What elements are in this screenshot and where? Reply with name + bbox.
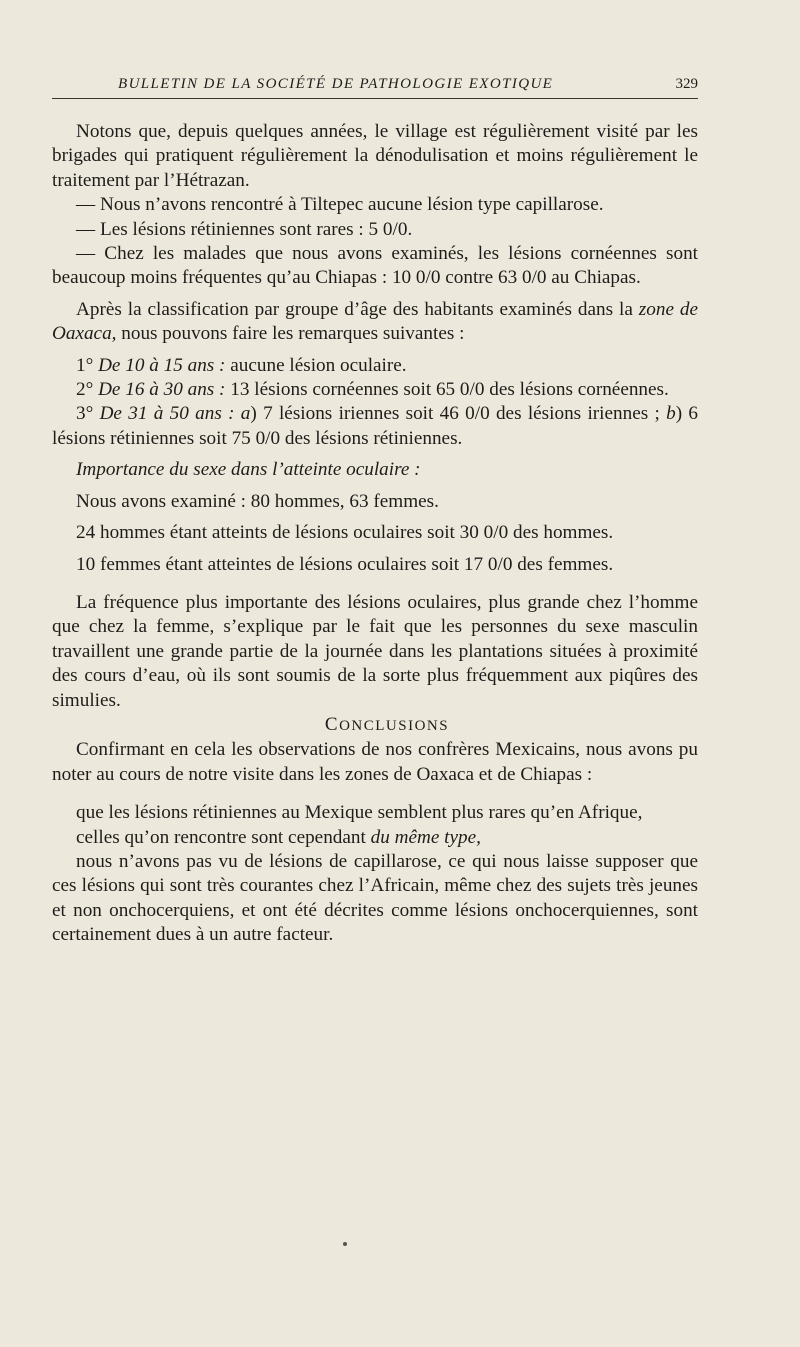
emphasis: De 10 à 15 ans : — [98, 354, 226, 376]
list-item — [52, 378, 698, 402]
emphasis: a — [240, 403, 251, 425]
paragraph: La fréquence plus importante des lésions oculaires, plus grande chez l’homme que chez la femme, s’explique par le fait que les personnes du sexe masculin travaillent une grande partie de la journée dans les plantations situées à proximité des cours d’eau, où ils sont soumis de la sorte plus fréquemment aux piqûres des simulies. — [52, 591, 698, 711]
paragraph: 24 hommes étant atteints de lésions oculaires soit 30 0/0 des hommes. — [76, 522, 614, 544]
subheading — [52, 458, 698, 482]
emphasis: b — [666, 403, 676, 425]
text-span: nous pouvons faire les remarques suivantes : — [116, 323, 465, 345]
text-span: celles qu’on rencontre sont cependant — [76, 826, 371, 848]
heading-initial: C — [324, 713, 340, 735]
emphasis: De 16 à 30 ans : — [98, 379, 226, 401]
list-item — [52, 402, 698, 451]
running-title: BULLETIN DE LA SOCIÉTÉ DE PATHOLOGIE EXOTIQUE — [118, 76, 554, 92]
paragraph: 10 femmes étant atteintes de lésions oculaires soit 17 0/0 des femmes. — [76, 553, 614, 575]
text-span: ) 6 lésions rétiniennes soit 75 0/0 des lésions rétiniennes. — [52, 403, 699, 449]
list-item — [52, 354, 698, 378]
paragraph — [52, 826, 698, 850]
emphasis: du même type, — [370, 826, 481, 848]
page-number: 329 — [675, 76, 698, 92]
paragraph: — Chez les malades que nous avons examinés, les lésions cornéennes sont beaucoup moins fréquentes qu’au Chiapas : 10 0/0 contre 63 0/0 au Chiapas. — [52, 243, 698, 289]
section-heading — [52, 713, 698, 738]
paragraph: — Les lésions rétiniennes sont rares : 5 0/0. — [76, 218, 413, 240]
paragraph: Notons que, depuis quelques années, le village est régulièrement visité par les brigades qui pratiquent régulièrement la dénodulisation et moins régulièrement le traitement par l’Hétrazan. — [52, 121, 698, 191]
paragraph: — Nous n’avons rencontré à Tiltepec aucune lésion type capillarose. — [76, 194, 604, 216]
text-span: Après la classification par groupe d’âge des habitants examinés dans la — [76, 298, 639, 320]
text-span: 13 lésions cornéennes soit 65 0/0 des lésions cornéennes. — [225, 379, 669, 401]
paragraph: Confirmant en cela les observations de nos confrères Mexicains, nous avons pu noter au cours de notre visite dans les zones de Oaxaca et de Chiapas : — [52, 739, 698, 785]
heading-rest: ONCLUSIONS — [339, 717, 450, 734]
paragraph — [52, 298, 698, 347]
paragraph: Nous avons examiné : 80 hommes, 63 femmes. — [76, 490, 439, 512]
paragraph: nous n’avons pas vu de lésions de capillarose, ce qui nous laisse supposer que ces lésions qui sont très courantes chez l’Africain, même chez des sujets très jeunes et non onchocerquiens, et ont été décrites comme lésions onchocerquiennes, sont certainement dues à un autre facteur. — [52, 850, 698, 946]
list-number: 2° — [76, 379, 99, 401]
emphasis: De 31 à 50 ans : — [99, 403, 235, 425]
emphasis: zone de Oaxaca, — [52, 298, 699, 345]
list-number: 1° — [76, 354, 99, 376]
list-number: 3° — [76, 403, 100, 425]
emphasis: Importance du sexe dans l’atteinte oculaire : — [76, 459, 421, 481]
ink-dot — [343, 1242, 347, 1246]
paragraph: que les lésions rétiniennes au Mexique semblent plus rares qu’en Afrique, — [76, 802, 643, 824]
text-span: aucune lésion oculaire. — [225, 354, 407, 376]
running-header — [52, 76, 698, 99]
text-span: ) 7 lésions iriennes soit 46 0/0 des lésions iriennes ; — [250, 403, 667, 425]
body-text — [52, 120, 698, 948]
